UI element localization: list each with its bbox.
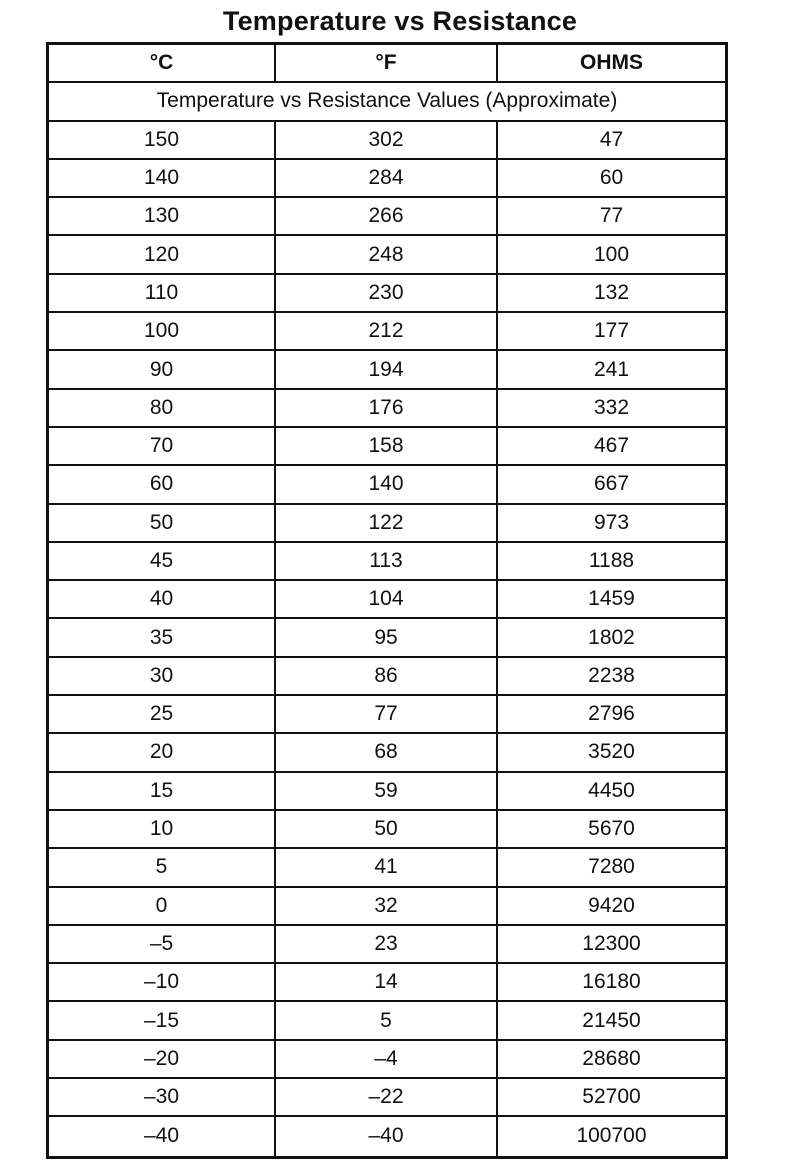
table-row [49,543,725,581]
table-header-row [49,45,725,83]
fahrenheit-cell: 95 [276,619,498,655]
table-row [49,1117,725,1155]
fahrenheit-cell: 41 [276,849,498,885]
table-row [49,581,725,619]
table-row [49,658,725,696]
ohms-cell: 100700 [576,1124,647,1148]
table-row [49,160,725,198]
ohms-cell: 60 [599,166,624,190]
celsius-cell: 40 [49,581,276,617]
header-celsius: °C [49,45,276,81]
table-row [49,734,725,772]
ohms-cell: 21450 [582,1008,641,1032]
table-subtitle: Temperature vs Resistance Values (Approximate) [156,89,618,113]
fahrenheit-cell: 248 [276,236,498,272]
ohms-cell: 1459 [588,587,635,611]
table-row [49,505,725,543]
table-row [49,773,725,811]
celsius-cell: 120 [49,236,276,272]
table-row [49,696,725,734]
page-title: Temperature vs Resistance [222,6,578,36]
celsius-cell: 25 [49,696,276,732]
celsius-cell: 15 [49,773,276,809]
celsius-cell: 60 [49,466,276,502]
table-row [49,888,725,926]
table-row [49,466,725,504]
table-row [49,428,725,466]
fahrenheit-cell: 158 [276,428,498,464]
celsius-cell: –30 [49,1079,276,1115]
fahrenheit-cell: –40 [276,1117,498,1155]
ohms-cell: 4450 [588,778,635,802]
celsius-cell: 90 [49,351,276,387]
ohms-cell: 332 [593,395,630,419]
celsius-cell: 150 [49,122,276,158]
fahrenheit-cell: 23 [276,926,498,962]
ohms-cell: 241 [593,357,630,381]
ohms-cell: 52700 [582,1085,641,1109]
table-row [49,1079,725,1117]
celsius-cell: 5 [49,849,276,885]
table-row [49,964,725,1002]
celsius-cell: 45 [49,543,276,579]
celsius-cell: 110 [49,275,276,311]
fahrenheit-cell: 302 [276,122,498,158]
table-row [49,313,725,351]
fahrenheit-cell: 32 [276,888,498,924]
temperature-resistance-table [46,42,728,1159]
ohms-cell: 3520 [588,740,635,764]
ohms-cell: 100 [593,242,630,266]
celsius-cell: 140 [49,160,276,196]
table-row [49,849,725,887]
celsius-cell: 70 [49,428,276,464]
celsius-cell: 30 [49,658,276,694]
ohms-cell: 1802 [588,625,635,649]
fahrenheit-cell: 266 [276,198,498,234]
table-row [49,1002,725,1040]
table-row [49,926,725,964]
ohms-cell: 5670 [588,817,635,841]
celsius-cell: –5 [49,926,276,962]
fahrenheit-cell: 176 [276,390,498,426]
celsius-cell: 50 [49,505,276,541]
table-row [49,236,725,274]
fahrenheit-cell: 59 [276,773,498,809]
table-row [49,619,725,657]
header-ohms: OHMS [580,51,643,75]
table-row [49,122,725,160]
fahrenheit-cell: 113 [276,543,498,579]
celsius-cell: 10 [49,811,276,847]
ohms-cell: 177 [593,319,630,343]
fahrenheit-cell: –4 [276,1041,498,1077]
fahrenheit-cell: –22 [276,1079,498,1115]
celsius-cell: 130 [49,198,276,234]
ohms-cell: 12300 [582,931,641,955]
table-row [49,351,725,389]
fahrenheit-cell: 122 [276,505,498,541]
fahrenheit-cell: 230 [276,275,498,311]
ohms-cell: 467 [593,434,630,458]
table-subtitle-row [49,83,725,121]
fahrenheit-cell: 86 [276,658,498,694]
ohms-cell: 7280 [588,855,635,879]
celsius-cell: 20 [49,734,276,770]
celsius-cell: –10 [49,964,276,1000]
fahrenheit-cell: 50 [276,811,498,847]
celsius-cell: 0 [49,888,276,924]
ohms-cell: 2796 [588,702,635,726]
celsius-cell: –40 [49,1117,276,1155]
ohms-cell: 47 [599,127,624,151]
celsius-cell: 35 [49,619,276,655]
fahrenheit-cell: 140 [276,466,498,502]
celsius-cell: –15 [49,1002,276,1038]
ohms-cell: 28680 [582,1046,641,1070]
ohms-cell: 9420 [588,893,635,917]
ohms-cell: 2238 [588,663,635,687]
ohms-cell: 77 [599,204,624,228]
table-row [49,275,725,313]
ohms-cell: 1188 [588,549,635,572]
fahrenheit-cell: 104 [276,581,498,617]
table-row [49,390,725,428]
header-fahrenheit: °F [276,45,498,81]
fahrenheit-cell: 212 [276,313,498,349]
table-row [49,198,725,236]
ohms-cell: 132 [593,280,630,304]
fahrenheit-cell: 194 [276,351,498,387]
fahrenheit-cell: 5 [276,1002,498,1038]
ohms-cell: 667 [593,472,630,496]
celsius-cell: 80 [49,390,276,426]
celsius-cell: 100 [49,313,276,349]
celsius-cell: –20 [49,1041,276,1077]
table-row [49,811,725,849]
ohms-cell: 973 [593,510,630,534]
fahrenheit-cell: 14 [276,964,498,1000]
table-row [49,1041,725,1079]
fahrenheit-cell: 68 [276,734,498,770]
fahrenheit-cell: 284 [276,160,498,196]
fahrenheit-cell: 77 [276,696,498,732]
ohms-cell: 16180 [582,970,641,994]
